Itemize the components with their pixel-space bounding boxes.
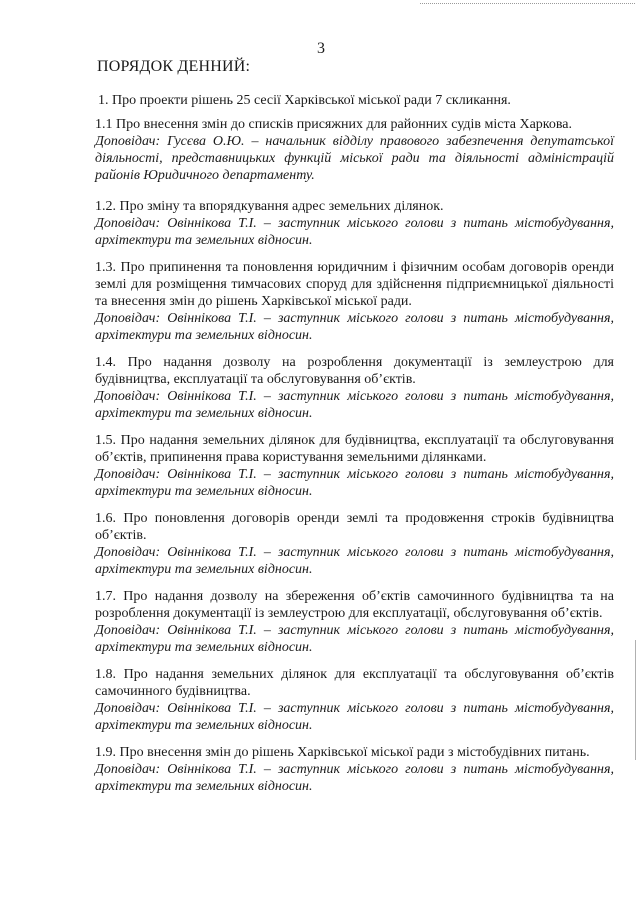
agenda-item-speaker: Доповідач: Овіннікова Т.І. – заступник міського голови з питань містобудування, архітектури та земельних відносин. [95,389,614,421]
agenda-item-speaker: Доповідач: Гусєва О.Ю. – начальник відділу правового забезпечення депутатської діяльності, представницьких функцій міської ради та діяльності адміністрацій районів Юридичного департаменту. [95,134,614,183]
agenda-item-title: 1.7. Про надання дозволу на збереження об’єктів самочинного будівництва та на розроблення документації із землеустрою для експлуатації, обслуговування об’єктів. [95,589,614,621]
agenda-item-speaker: Доповідач: Овіннікова Т.І. – заступник міського голови з питань містобудування, архітектури та земельних відносин. [95,467,614,499]
agenda-item-title: 1.5. Про надання земельних ділянок для будівництва, експлуатації та обслуговування об’єктів, припинення права користування земельними ділянками. [95,433,614,465]
agenda-item-title: 1.4. Про надання дозволу на розроблення документації із землеустрою для будівництва, експлуатації та обслуговування об’єктів. [95,355,614,387]
agenda-intro: 1. Про проекти рішень 25 сесії Харківської міської ради 7 скликання. [98,93,511,108]
agenda-item-1-8 [95,666,614,734]
page-number: 3 [317,40,325,57]
agenda-item-speaker: Доповідач: Овіннікова Т.І. – заступник міського голови з питань містобудування, архітектури та земельних відносин. [95,216,614,248]
scan-artifact-right [635,640,636,760]
agenda-item-title: 1.2. Про зміну та впорядкування адрес земельних ділянок. [95,199,444,214]
agenda-item-1-2 [95,198,614,249]
agenda-item-1-9 [95,744,614,795]
agenda-item-title: 1.1 Про внесення змін до списків присяжних для районних судів міста Харкова. [95,117,573,132]
agenda-item-1-1 [95,116,614,184]
agenda-item-1-3 [95,259,614,344]
agenda-item-1-5 [95,432,614,500]
agenda-item-title: 1.3. Про припинення та поновлення юридичним і фізичним особам договорів оренди землі для розміщення тимчасових споруд для здійснення підприємницької діяльності та внесення змін до рішень Харківської міської ради. [95,260,614,309]
agenda-item-speaker: Доповідач: Овіннікова Т.І. – заступник міського голови з питань містобудування, архітектури та земельних відносин. [95,623,614,655]
agenda-item-title: 1.6. Про поновлення договорів оренди землі та продовження строків будівництва об’єктів. [95,511,614,543]
agenda-title: ПОРЯДОК ДЕННИЙ: [97,58,251,75]
agenda-item-1-4 [95,354,614,422]
agenda-item-speaker: Доповідач: Овіннікова Т.І. – заступник міського голови з питань містобудування, архітектури та земельних відносин. [95,545,614,577]
agenda-item-1-7 [95,588,614,656]
agenda-content [95,92,614,805]
agenda-item-speaker: Доповідач: Овіннікова Т.І. – заступник міського голови з питань містобудування, архітектури та земельних відносин. [95,762,614,794]
agenda-item-1-6 [95,510,614,578]
agenda-item-speaker: Доповідач: Овіннікова Т.І. – заступник міського голови з питань містобудування, архітектури та земельних відносин. [95,311,614,343]
agenda-item-title: 1.9. Про внесення змін до рішень Харківської міської ради з містобудівних питань. [95,745,590,760]
agenda-item-title: 1.8. Про надання земельних ділянок для експлуатації та обслуговування об’єктів самочинного будівництва. [95,667,614,699]
scan-artifact-top [420,3,635,4]
agenda-item-speaker: Доповідач: Овіннікова Т.І. – заступник міського голови з питань містобудування, архітектури та земельних відносин. [95,701,614,733]
